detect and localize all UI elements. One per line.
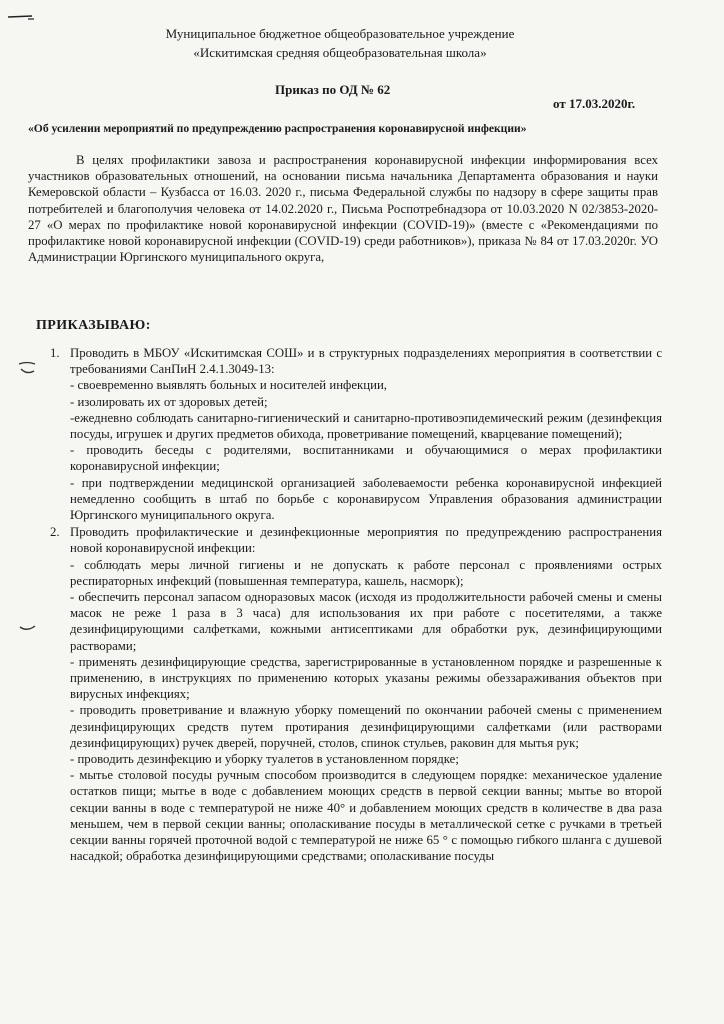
prikaz-heading: ПРИКАЗЫВАЮ: bbox=[36, 318, 151, 333]
margin-pen-mark bbox=[16, 360, 38, 378]
item-heading: Проводить профилактические и дезинфекционные мероприятия по предупреждению распространения новой коронавирусной инфекции: bbox=[70, 525, 662, 556]
item-line: - при подтверждении медицинской организацией заболеваемости ребенка коронавирусной инфекцией немедленно сообщить в штаб по борьбе с коронавирусом Управления образования администрации Юргинского муниципального округа. bbox=[70, 475, 662, 523]
scan-mark bbox=[6, 12, 36, 22]
org-name-line2: «Искитимская средняя общеобразовательная школа» bbox=[193, 45, 487, 60]
item-line: - соблюдать меры личной гигиены и не допускать к работе персонал с проявлениями острых респираторных инфекций (повышенная температура, кашель, насморк); bbox=[70, 557, 662, 588]
order-date: от 17.03.2020г. bbox=[553, 96, 636, 111]
item-number: 2. bbox=[50, 525, 60, 540]
item-line: - мытье столовой посуды ручным способом производится в следующем порядке: механическое удаление остатков пищи; мытье в воде с добавлением моющих средств в первой секции ванны; мытье во второй секции ванны в воде с температурой не ниже 40° и добавлением моющих средств в количестве в два раза меньшем, чем в первой секции ванны; ополаскивание посуды в металлической сетке с ручками в третьей секции ванны горячей проточной водой с температурой не ниже 65 ° с помощью гибкого шланга с душевой насадкой; обработка дезинфицирующими средствами; ополаскивание посуды bbox=[70, 768, 662, 864]
item-line: - проводить беседы с родителями, воспитанниками и обучающимися о мерах профилактики коронавирусной инфекции; bbox=[70, 443, 662, 474]
order-items bbox=[50, 345, 662, 865]
org-name-line1: Муниципальное бюджетное общеобразовательное учреждение bbox=[165, 26, 515, 41]
item-line: - обеспечить персонал запасом одноразовых масок (исходя из продолжительности рабочей смены и смены масок не реже 1 раза в 3 часа) для использования их при работе с посетителями, а также дезинфицирующими салфетками, кожными антисептиками для обработки рук, дезинфицирующими растворами; bbox=[70, 590, 662, 653]
item-number: 1. bbox=[50, 346, 60, 360]
item-line: - применять дезинфицирующие средства, зарегистрированные в установленном порядке и разрешенные к применению, в инструкциях по применению которых указаны режимы обеззараживания объектов при вирусных инфекциях; bbox=[70, 654, 662, 702]
order-item-1 bbox=[50, 345, 662, 523]
order-title: «Об усилении мероприятий по предупреждению распространения коронавирусной инфекции» bbox=[28, 122, 527, 135]
item-line: - проводить дезинфекцию и уборку туалетов в установленном порядке; bbox=[70, 752, 459, 767]
item-heading: Проводить в МБОУ «Искитимская СОШ» и в структурных подразделениях мероприятия в соответствии с требованиями СанПиН 2.4.1.3049-13: bbox=[70, 346, 662, 377]
order-number: Приказ по ОД № 62 bbox=[275, 82, 391, 97]
order-item-2 bbox=[50, 524, 662, 864]
item-line: - изолировать их от здоровых детей; bbox=[70, 394, 268, 409]
preamble-paragraph: В целях профилактики завоза и распространения коронавирусной инфекции информирования всех участников образовательных отношений, на основании письма начальника Департамента образования и науки Кемеровской области – Кузбасса от 16.03. 2020 г., письма Федеральной службы по надзору в сфере защиты прав потребителей и благополучия человека от 14.02.2020 г., Письма Роспотребнадзора от 10.03.2020 N 02/3853-2020-27 «О мерах по профилактике новой коронавирусной инфекции (COVID-19)» (вместе с «Рекомендациями по профилактике новой коронавирусной инфекции (COVID-19) среди работников»), приказа № 84 от 17.03.2020г. УО Администрации Юргинского муниципального округа, bbox=[28, 153, 658, 265]
item-line: - своевременно выявлять больных и носителей инфекции, bbox=[70, 378, 387, 393]
margin-pen-mark bbox=[16, 620, 38, 638]
item-line: - проводить проветривание и влажную уборку помещений по окончании рабочей смены с применением дезинфицирующих средств путем протирания дезинфицирующими салфетками (или растворами дезинфицирующих) ручек дверей, поручней, столов, спинок стульев, раковин для мытья рук; bbox=[70, 703, 662, 750]
item-line: -ежедневно соблюдать санитарно-гигиенический и санитарно-противоэпидемический режим (дезинфекция посуды, игрушек и других предметов обихода, проветривание помещений, кварцевание помещений); bbox=[70, 410, 662, 442]
